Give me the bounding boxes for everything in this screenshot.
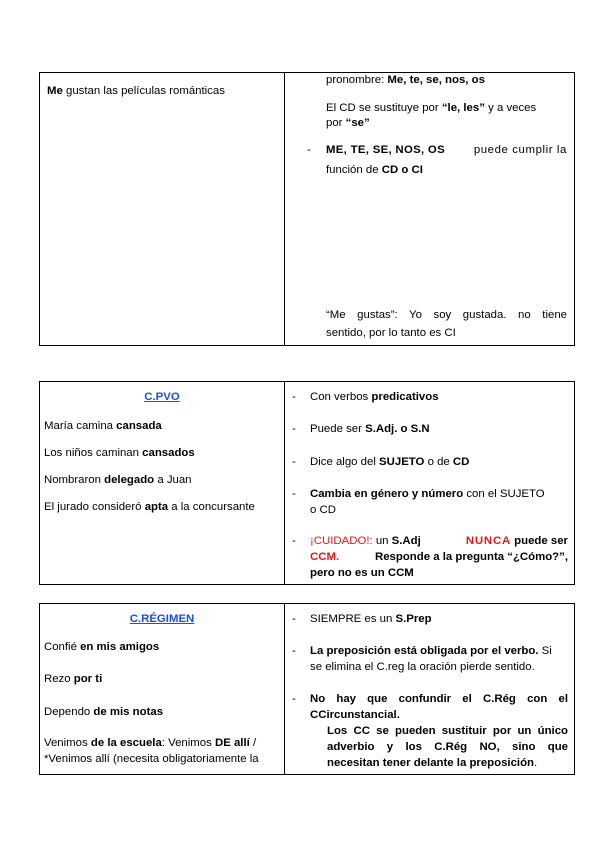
- bullet-cuidado-3: pero no es un CCM: [310, 567, 414, 579]
- bullet-dash: -: [292, 456, 296, 468]
- bullet-predicativos: Con verbos predicativos: [310, 391, 439, 403]
- bullet-dash: -: [292, 693, 296, 705]
- table-section-cpvo: [39, 381, 575, 585]
- bullet-dash: -: [292, 535, 296, 547]
- example-note-line-1: “Me gustas”: Yo soy gustada. no tiene: [326, 309, 567, 321]
- examples-column: [40, 73, 285, 345]
- bullet-confundir-1: No hay que confundir el C.Rég con el: [310, 693, 568, 705]
- example-line: Los niños caminan cansados: [44, 447, 195, 459]
- cd-note-line-2: por “se”: [326, 117, 370, 129]
- example-line: María camina cansada: [44, 420, 162, 432]
- bullet-confundir-3: Los CC se pueden sustituir por un único: [327, 725, 568, 737]
- bullet-genero-numero-1: Cambia en género y número con el SUJETO: [310, 488, 545, 500]
- table-section-ci: [39, 72, 575, 346]
- bullet-sujeto-cd: Dice algo del SUJETO o de CD: [310, 456, 470, 468]
- bullet-dash: -: [292, 645, 296, 657]
- examples-column: [40, 604, 285, 774]
- example-line: Confié en mis amigos: [44, 641, 160, 653]
- bullet-line-1: ME, TE, SE, NOS, OS puede cumplir la: [326, 144, 567, 156]
- bullet-confundir-4: adverbio y los C.Rég NO, sino que: [327, 741, 568, 753]
- bullet-dash: -: [292, 488, 296, 500]
- bullet-confundir-2: CCircunstancial.: [310, 709, 400, 721]
- bullet-cuidado-2: CCM. Responde a la pregunta “¿Cómo?”,: [310, 551, 568, 563]
- example-line: Me gustan las películas románticas: [47, 85, 225, 97]
- example-line: Rezo por ti: [44, 673, 103, 685]
- cd-note-line-1: El CD se sustituye por “le, les” y a veces: [326, 102, 537, 114]
- rules-column: [285, 382, 574, 584]
- bullet-line-2: función de CD o CI: [326, 164, 423, 176]
- bullet-genero-numero-2: o CD: [310, 504, 336, 516]
- section-title: C.PVO: [144, 391, 180, 403]
- example-line: *Venimos allí (necesita obligatoriamente la: [44, 753, 259, 765]
- pronoun-line: pronombre: Me, te, se, nos, os: [326, 74, 485, 86]
- rules-column: [285, 73, 574, 345]
- bullet-dash: -: [292, 613, 296, 625]
- bullet-sprep: SIEMPRE es un S.Prep: [310, 613, 432, 625]
- bullet-preposicion-2: se elimina el C.reg la oración pierde sentido.: [310, 661, 535, 673]
- section-title: C.RÉGIMEN: [129, 613, 195, 625]
- example-line: Nombraron delegado a Juan: [44, 474, 192, 486]
- bullet-cuidado-1: ¡CUIDADO!: un S.Adj NUNCA puede ser: [310, 535, 568, 547]
- rules-column: [285, 604, 574, 774]
- bullet-sadj-sn: Puede ser S.Adj. o S.N: [310, 423, 430, 435]
- examples-column: [40, 382, 285, 584]
- example-line: Dependo de mis notas: [44, 706, 164, 718]
- example-line: Venimos de la escuela: Venimos DE allí /: [44, 737, 257, 749]
- bullet-dash: -: [292, 391, 296, 403]
- bullet-dash: -: [292, 423, 296, 435]
- table-section-cregimen: [39, 603, 575, 775]
- example-note-line-2: sentido, por lo tanto es CI: [326, 327, 456, 339]
- bullet-dash: -: [307, 144, 311, 156]
- bullet-confundir-5: necesitan tener delante la preposición.: [327, 757, 538, 769]
- bullet-preposicion-1: La preposición está obligada por el verbo. Si: [310, 645, 552, 657]
- example-line: El jurado consideró apta a la concursante: [44, 501, 255, 513]
